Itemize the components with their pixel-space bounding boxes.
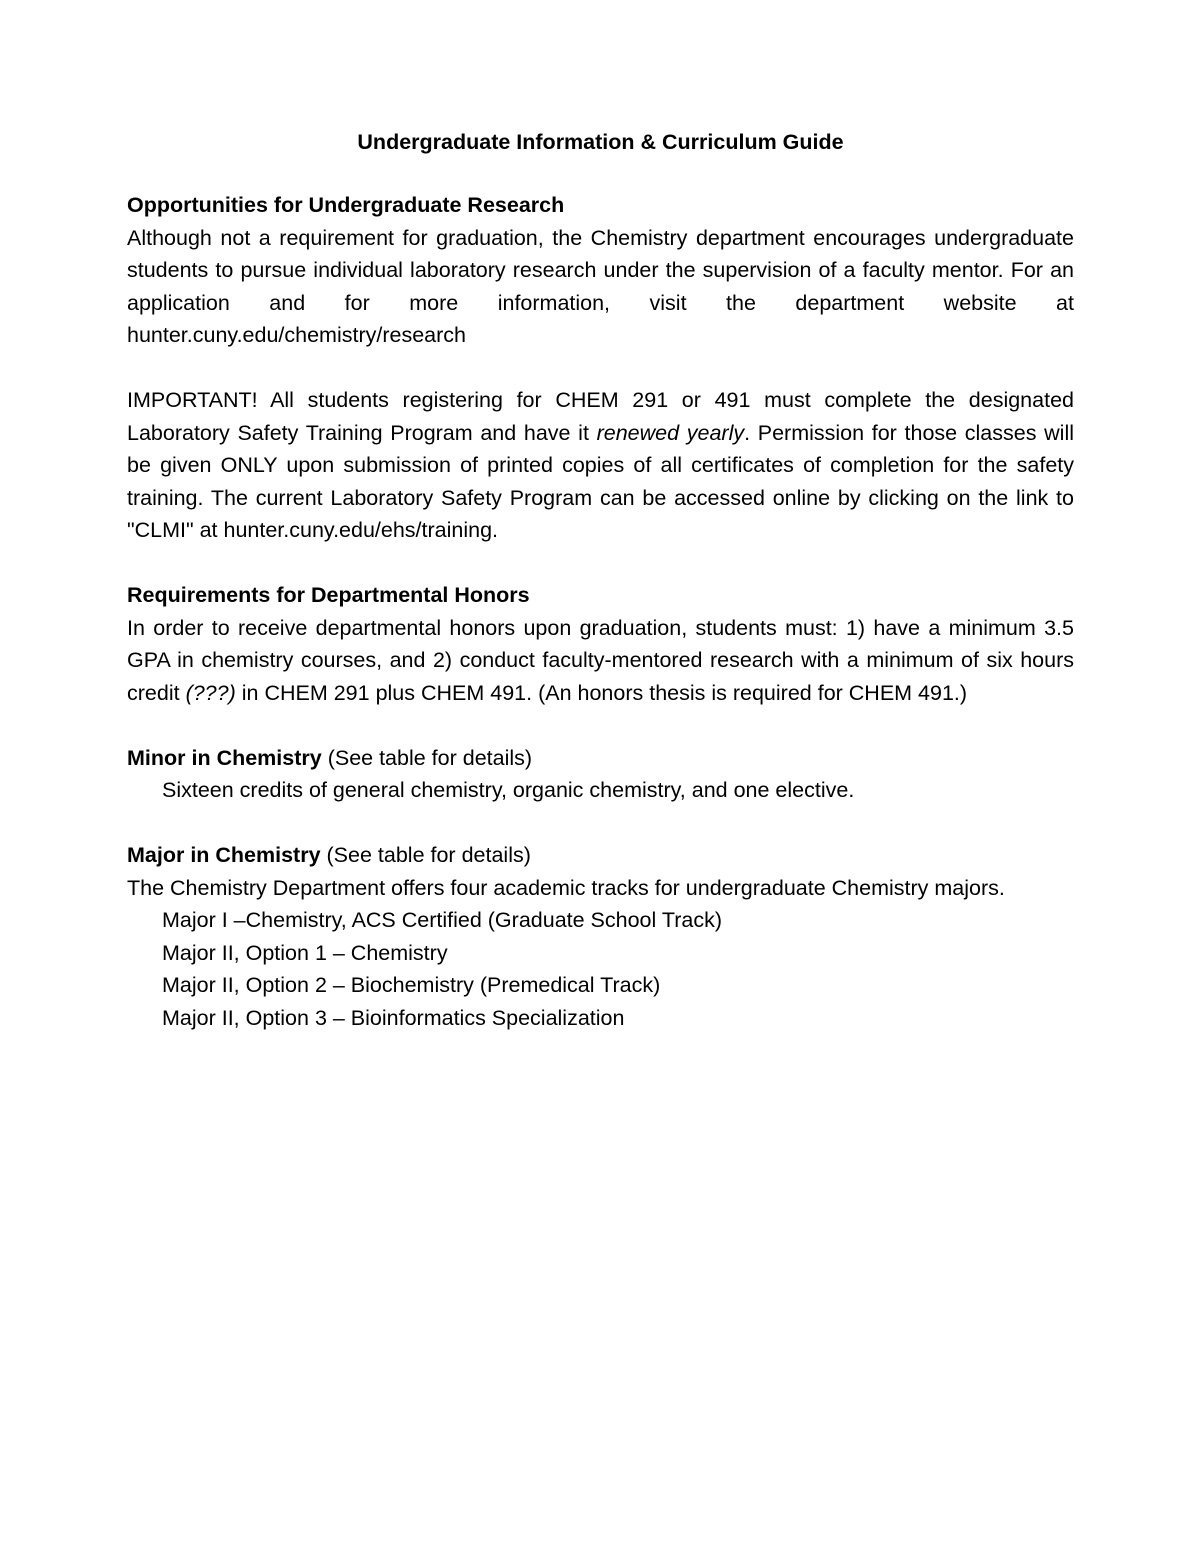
major-section	[127, 839, 1074, 1034]
minor-heading-line	[127, 742, 1074, 775]
major-heading: Major in Chemistry	[127, 843, 321, 867]
research-heading: Opportunities for Undergraduate Research	[127, 193, 565, 217]
important-emphasis: renewed yearly	[596, 420, 745, 445]
honors-heading: Requirements for Departmental Honors	[127, 583, 530, 607]
important-body	[127, 384, 1074, 547]
honors-body	[127, 612, 1074, 710]
minor-note: (See table for details)	[321, 745, 533, 770]
honors-text-part1: In order to receive departmental honors upon graduation, students must: 1) have a minimum 3.5 GPA in chemistry courses, and 2) conduct faculty-mentored research with a minimum of six hours credit	[127, 615, 1074, 705]
major-track-item: Major II, Option 2 – Biochemistry (Premedical Track)	[162, 973, 661, 997]
major-track-item: Major I –Chemistry, ACS Certified (Graduate School Track)	[162, 908, 722, 932]
honors-text-part2: in CHEM 291 plus CHEM 491. (An honors thesis is required for CHEM 491.)	[235, 680, 968, 705]
honors-section	[127, 579, 1074, 709]
document-title: Undergraduate Information & Curriculum Guide	[357, 130, 844, 154]
important-text-part1: IMPORTANT! All students registering for CHEM 291 or 491 must complete the designated Laboratory Safety Training Program and have it	[127, 388, 1074, 445]
spacer	[127, 160, 1074, 189]
honors-emphasis: (???)	[185, 680, 236, 705]
research-body: Although not a requirement for graduation, the Chemistry department encourages undergraduate students to pursue individual laboratory research under the supervision of a faculty mentor. For an application and for more information, visit the department website at hunter.cuny.edu/chemistry/research	[127, 225, 1074, 347]
minor-body: Sixteen credits of general chemistry, organic chemistry, and one elective.	[162, 778, 855, 802]
spacer	[127, 547, 1074, 580]
major-note: (See table for details)	[320, 843, 531, 867]
spacer	[127, 807, 1074, 840]
document-page	[127, 124, 1074, 1034]
minor-section	[127, 742, 1074, 807]
minor-heading: Minor in Chemistry	[127, 745, 322, 770]
major-intro: The Chemistry Department offers four academic tracks for undergraduate Chemistry majors.	[127, 875, 1005, 900]
major-track-item: Major II, Option 1 – Chemistry	[162, 940, 448, 965]
major-track-item: Major II, Option 3 – Bioinformatics Specialization	[162, 1005, 625, 1030]
important-text-part2: . Permission for those classes will be given ONLY upon submission of printed copies of all certificates of completion for the safety training. The current Laboratory Safety Program can be accessed online by clicking on the link to "CLMI" at hunter.cuny.edu/ehs/training.	[127, 420, 1074, 542]
research-section	[127, 189, 1074, 352]
important-section	[127, 384, 1074, 547]
major-heading-line	[127, 839, 1074, 872]
major-track-list	[127, 904, 1074, 1034]
spacer	[127, 352, 1074, 385]
spacer	[127, 709, 1074, 742]
